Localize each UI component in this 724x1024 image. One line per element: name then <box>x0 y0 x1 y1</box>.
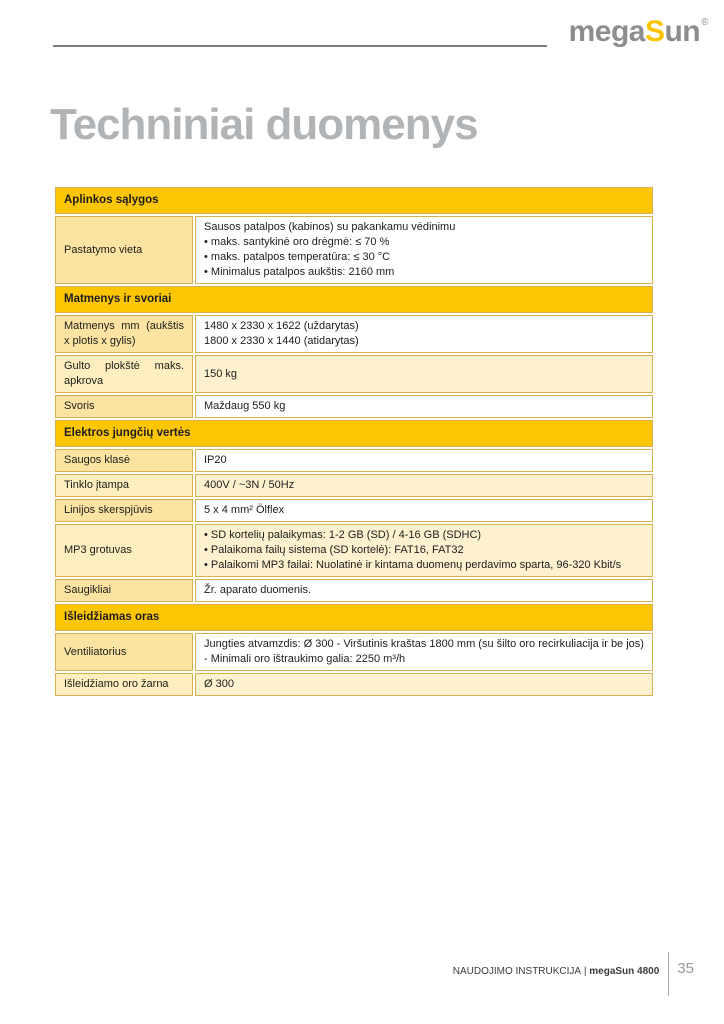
spec-label: Pastatymo vieta <box>55 216 193 284</box>
spec-label: Tinklo įtampa <box>55 474 193 497</box>
spec-value-line: • Palaikomi MP3 failai: Nuolatinė ir kintama duomenų perdavimo sparta, 96-320 Kbit/s <box>204 559 622 571</box>
megasun-logo <box>569 15 708 49</box>
spec-value-line: Maždaug 550 kg <box>204 400 286 412</box>
spec-row <box>55 395 653 418</box>
header-rule <box>53 45 547 47</box>
spec-row <box>55 355 653 393</box>
spec-row <box>55 499 653 522</box>
spec-value <box>195 355 653 393</box>
spec-value-line: • SD kortelių palaikymas: 1-2 GB (SD) / 4-16 GB (SDHC) <box>204 529 482 541</box>
section-heading: Aplinkos sąlygos <box>55 187 653 214</box>
spec-label: MP3 grotuvas <box>55 524 193 577</box>
spec-row <box>55 315 653 353</box>
spec-row <box>55 633 653 671</box>
page-footer <box>453 952 694 996</box>
spec-row <box>55 579 653 602</box>
footer-divider <box>668 952 669 996</box>
spec-value-line: • maks. santykinė oro drėgmė: ≤ 70 % <box>204 236 390 248</box>
spec-value-line: Žr. aparato duomenis. <box>204 584 312 596</box>
spec-value <box>195 216 653 284</box>
footer-doc-info <box>453 966 660 977</box>
page-number: 35 <box>677 960 694 977</box>
section-heading: Elektros jungčių vertės <box>55 420 653 447</box>
spec-value-line: Jungties atvamzdis: Ø 300 - Viršutinis kraštas 1800 mm (su šilto oro recirkuliacija ir be jos) - Minimali oro ištraukimo galia: 2250 m³/h <box>204 638 644 665</box>
spec-value-line: Sausos patalpos (kabinos) su pakankamu vėdinimu <box>204 221 456 233</box>
section-heading: Išleidžiamas oras <box>55 604 653 631</box>
section-heading: Matmenys ir svoriai <box>55 286 653 313</box>
spec-label: Linijos skerspjūvis <box>55 499 193 522</box>
spec-value-line: Ø 300 <box>204 678 234 690</box>
spec-label: Ventiliatorius <box>55 633 193 671</box>
spec-value-line: IP20 <box>204 454 227 466</box>
section-row <box>55 187 653 214</box>
section-row <box>55 604 653 631</box>
logo-text-prefix: mega <box>568 15 645 48</box>
spec-value <box>195 315 653 353</box>
spec-row <box>55 449 653 472</box>
spec-row <box>55 673 653 696</box>
footer-doc-label: NAUDOJIMO INSTRUKCIJA <box>452 966 582 977</box>
spec-value <box>195 499 653 522</box>
spec-label: Matmenys mm (aukštis x plotis x gylis) <box>55 315 193 353</box>
page-title: Techniniai duomenys <box>50 100 478 149</box>
spec-value <box>195 449 653 472</box>
spec-value-line: 5 x 4 mm² Ölflex <box>204 504 285 516</box>
spec-value <box>195 395 653 418</box>
spec-value <box>195 524 653 577</box>
spec-value <box>195 579 653 602</box>
registered-trademark-icon: ® <box>701 17 708 28</box>
spec-row <box>55 524 653 577</box>
spec-label: Gulto plokštė maks. apkrova <box>55 355 193 393</box>
logo-accent-letter: S <box>644 15 665 48</box>
technical-data-table <box>53 185 655 698</box>
spec-row <box>55 474 653 497</box>
logo-text-suffix: un <box>664 15 701 48</box>
spec-value-line: 1800 x 2330 x 1440 (atidarytas) <box>204 335 359 347</box>
spec-value-line: • maks. patalpos temperatūra: ≤ 30 °C <box>204 251 391 263</box>
section-row <box>55 420 653 447</box>
spec-value <box>195 633 653 671</box>
spec-value <box>195 673 653 696</box>
section-row <box>55 286 653 313</box>
spec-row <box>55 216 653 284</box>
spec-value-line: 400V / ~3N / 50Hz <box>204 479 295 491</box>
spec-label: Saugos klasė <box>55 449 193 472</box>
spec-value-line: 150 kg <box>204 367 238 380</box>
footer-product-name: megaSun 4800 <box>589 966 660 977</box>
spec-value-line: • Palaikoma failų sistema (SD kortelė): FAT16, FAT32 <box>204 544 464 556</box>
spec-table-body <box>55 187 653 696</box>
spec-label: Svoris <box>55 395 193 418</box>
spec-value-line: 1480 x 2330 x 1622 (uždarytas) <box>204 320 359 332</box>
spec-value-line: • Minimalus patalpos aukštis: 2160 mm <box>204 266 395 278</box>
spec-label: Saugikliai <box>55 579 193 602</box>
spec-label: Išleidžiamo oro žarna <box>55 673 193 696</box>
spec-value <box>195 474 653 497</box>
footer-separator: | <box>583 966 587 977</box>
